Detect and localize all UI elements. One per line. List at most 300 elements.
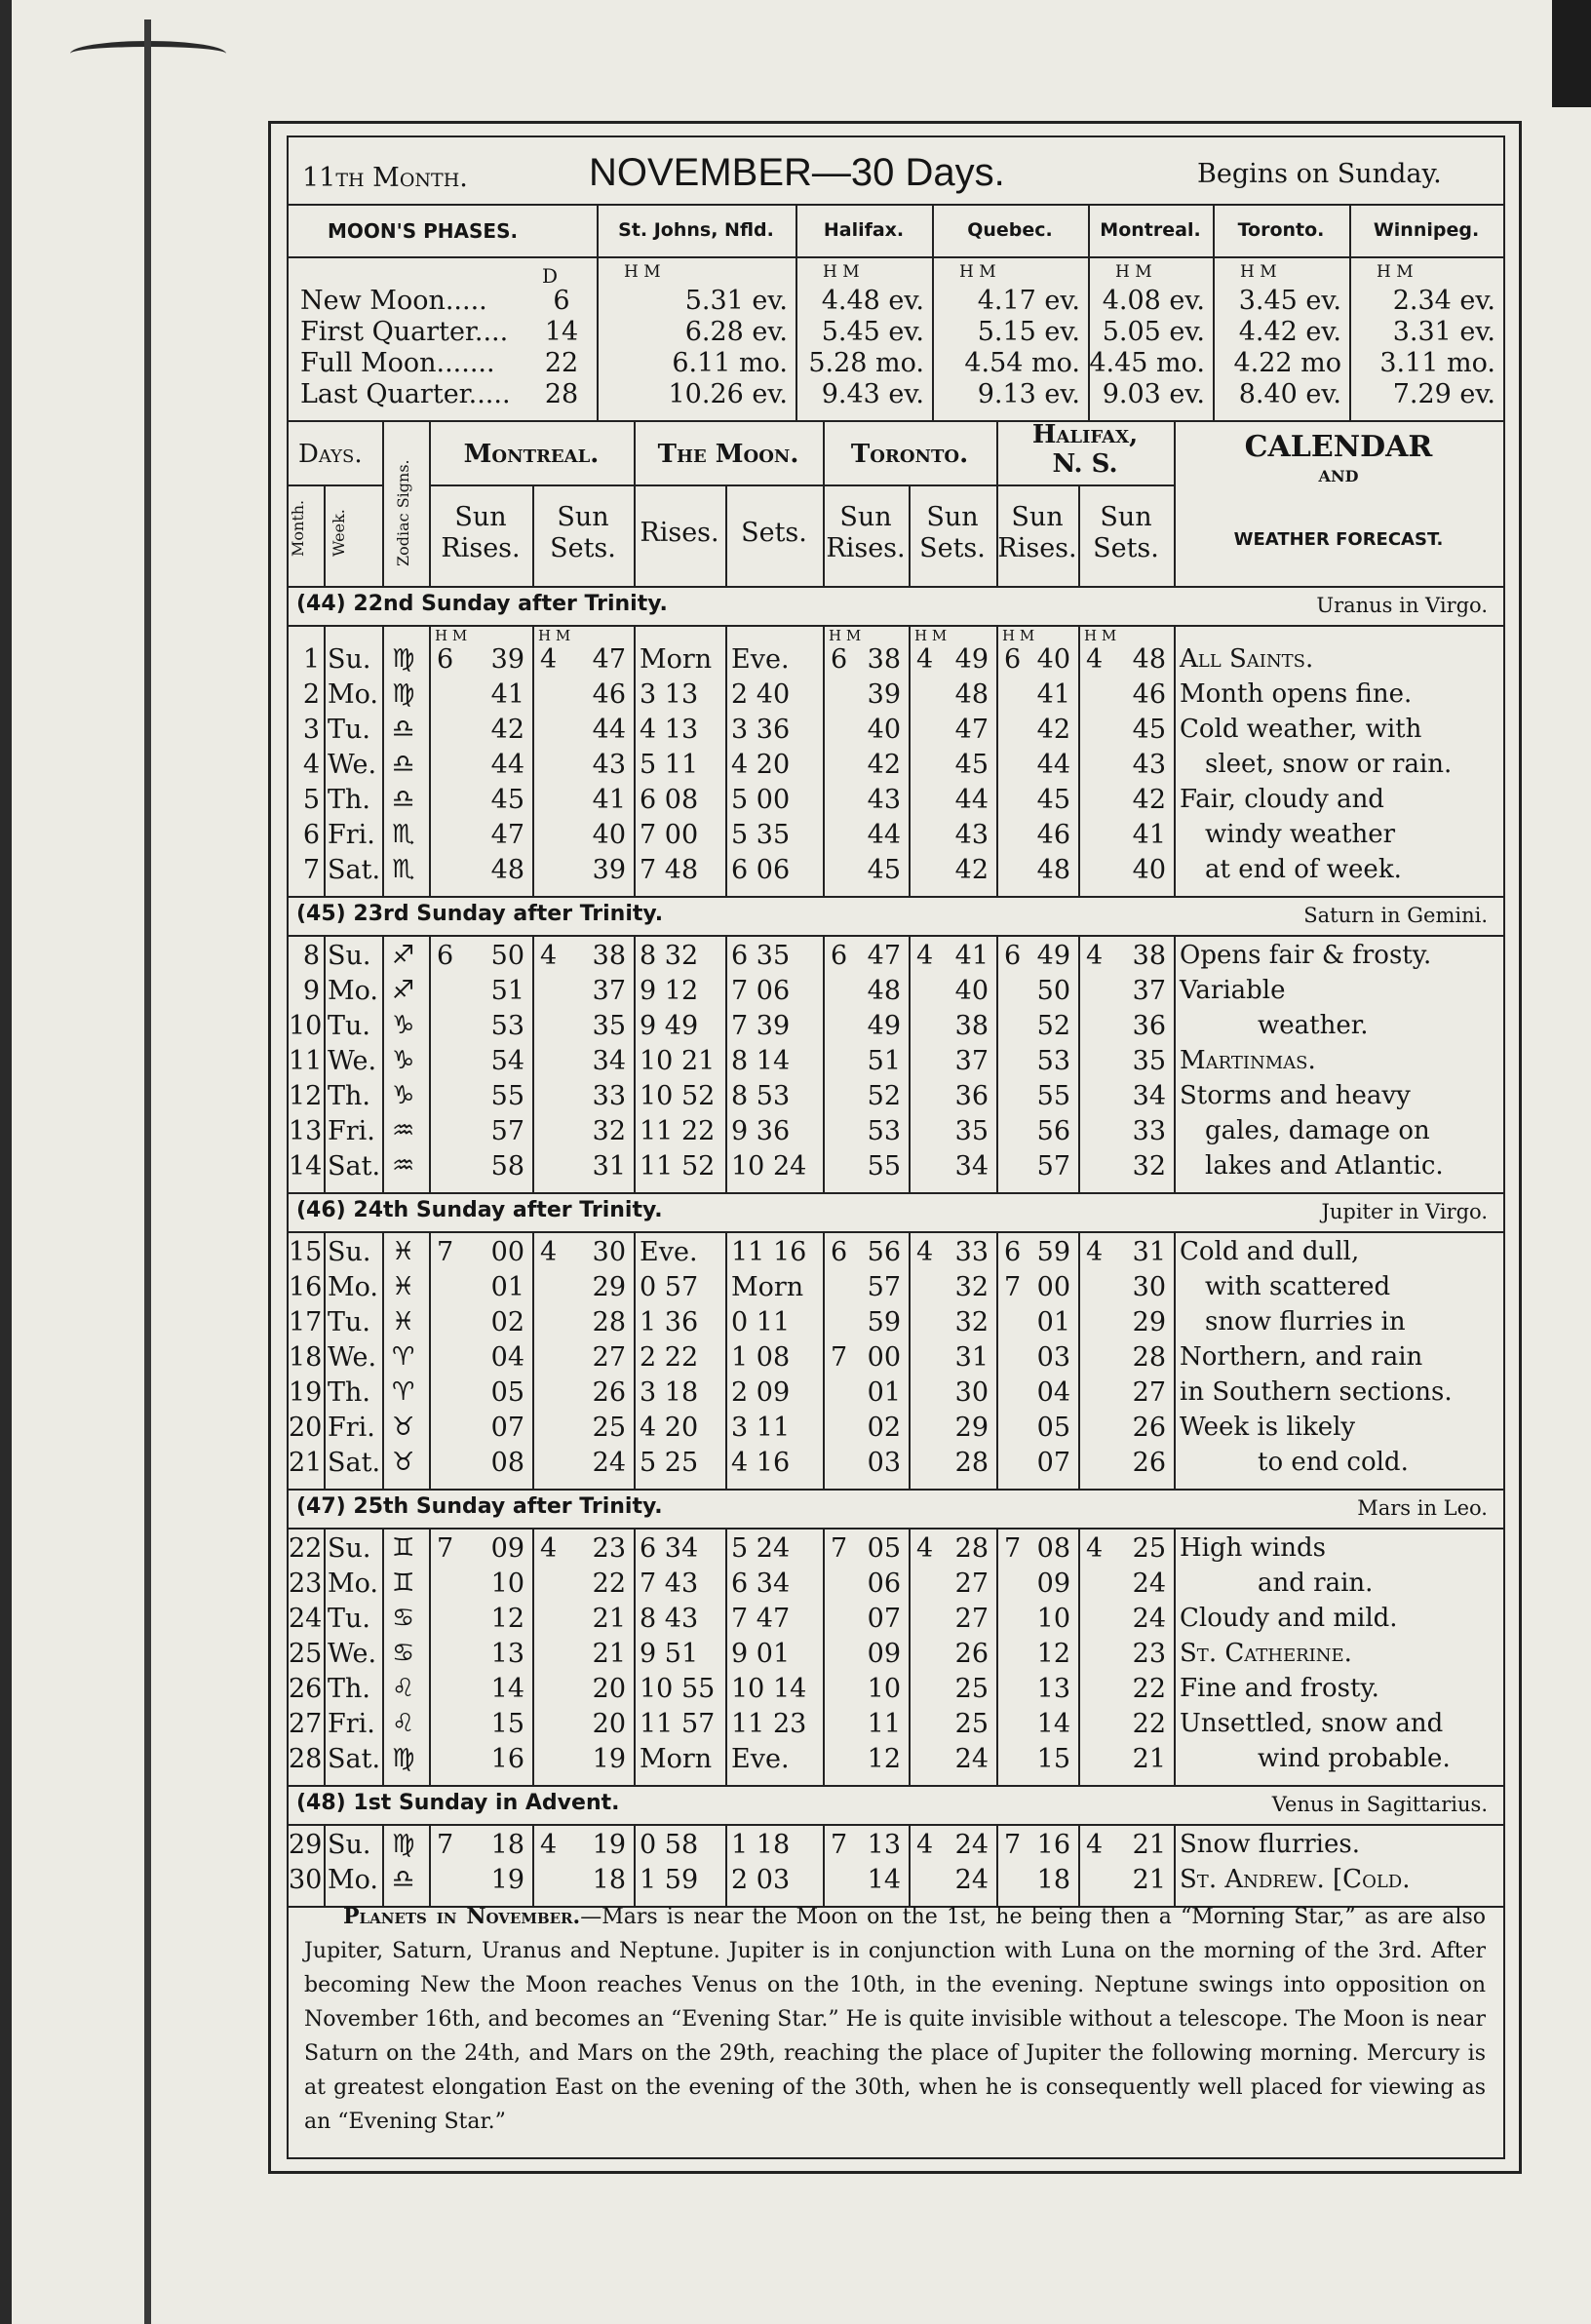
column-rule <box>1174 935 1176 1192</box>
weekday: Su. <box>328 1533 371 1564</box>
montreal-sunset-minute: 30 <box>592 1237 626 1267</box>
montreal-sunrise-hour: 6 <box>437 941 454 971</box>
day-number: 15 <box>289 1237 323 1267</box>
day-number: 5 <box>302 785 320 815</box>
phase-time: 4.48 ev. <box>821 286 924 316</box>
moon-rise: 5 11 <box>640 750 699 780</box>
week-heading: (47) 25th Sunday after Trinity. <box>296 1494 663 1519</box>
montreal-sunrise-minute: 14 <box>490 1674 524 1704</box>
montreal-sunset-minute: 46 <box>592 679 626 710</box>
toronto-sunrise-minute: 48 <box>867 976 901 1006</box>
moon-set: 8 14 <box>731 1046 791 1076</box>
moon-rise: 7 00 <box>640 820 699 850</box>
toronto-sunset-minute: 26 <box>954 1639 989 1669</box>
halifax-sunrise-hour: 7 <box>1004 1272 1022 1302</box>
montreal-sunset-minute: 28 <box>592 1307 626 1337</box>
weather-forecast: St. Andrew. [Cold. <box>1180 1865 1411 1894</box>
moon-set: 11 23 <box>731 1709 807 1739</box>
moon-set: 2 09 <box>731 1377 791 1408</box>
zodiac-sign-icon: ♎ <box>392 715 415 744</box>
hm-label: H M <box>1240 262 1277 282</box>
halifax-sunset-minute: 43 <box>1132 750 1166 780</box>
column-rule <box>429 625 431 896</box>
day-number: 4 <box>302 750 320 780</box>
montreal-sunrise-minute: 07 <box>490 1413 524 1443</box>
zodiac-sign-icon: ♍ <box>392 679 415 709</box>
sun-sets-label: Sets. <box>1093 533 1159 563</box>
moon-set: 7 39 <box>731 1011 791 1041</box>
toronto-sunset-minute: 36 <box>954 1081 989 1111</box>
weather-forecast: windy weather <box>1205 820 1396 849</box>
toronto-sunrise-minute: 47 <box>867 941 901 971</box>
weather-forecast: High winds <box>1180 1533 1326 1563</box>
zodiac-sign-icon: ♋ <box>392 1604 415 1633</box>
moon-set: 8 53 <box>731 1081 791 1111</box>
toronto-sunset-minute: 32 <box>954 1307 989 1337</box>
toronto-sunset-minute: 27 <box>954 1604 989 1634</box>
hm-label: H M <box>1377 262 1414 282</box>
phase-time: 4.54 mo. <box>964 348 1080 378</box>
toronto-sunset-minute: 37 <box>954 1046 989 1076</box>
toronto-sunrise-minute: 13 <box>867 1830 901 1860</box>
phase-name: First Quarter.... <box>300 317 509 347</box>
halifax-sunrise-minute: 13 <box>1036 1674 1070 1704</box>
moon-rise: 6 08 <box>640 785 699 815</box>
montreal-sunset-hour: 4 <box>540 941 558 971</box>
toronto-sunrise-minute: 03 <box>867 1448 901 1478</box>
rule <box>289 586 1503 588</box>
column-rule <box>823 1824 825 1906</box>
page-title: NOVEMBER—30 Days. <box>589 151 1005 194</box>
day-number: 20 <box>289 1413 323 1443</box>
day-number: 1 <box>302 644 320 675</box>
halifax-sunrise-minute: 40 <box>1036 644 1070 675</box>
zodiac-sign-icon: ♒ <box>392 1151 415 1181</box>
hm-label: H M <box>823 262 860 282</box>
halifax-sunset-minute: 29 <box>1132 1307 1166 1337</box>
montreal-sunrise-minute: 10 <box>490 1569 524 1599</box>
toronto-sunrise-minute: 14 <box>867 1865 901 1895</box>
column-rule <box>429 935 431 1192</box>
day-number: 8 <box>302 941 320 971</box>
day-number: 30 <box>289 1865 323 1895</box>
phase-name: Last Quarter..... <box>300 379 511 409</box>
planet-note: Uranus in Virgo. <box>1316 594 1488 617</box>
halifax-sunset-minute: 28 <box>1132 1342 1166 1373</box>
toronto-sunset-hour: 4 <box>916 1237 934 1267</box>
sun-rises-label: Rises. <box>826 533 906 563</box>
phase-name: Full Moon....... <box>300 348 495 378</box>
weekday: Mo. <box>328 1272 379 1302</box>
montreal-sunset-minute: 31 <box>592 1151 626 1181</box>
moon-set: 10 24 <box>731 1151 807 1181</box>
column-rule <box>382 1528 384 1785</box>
hm-label: H M <box>1002 627 1035 644</box>
column-rule <box>823 625 825 896</box>
moon-set: 9 01 <box>731 1639 791 1669</box>
montreal-sunrise-minute: 00 <box>490 1237 524 1267</box>
halifax-sunrise-minute: 16 <box>1036 1830 1070 1860</box>
zodiac-sign-icon: ♓ <box>392 1307 415 1336</box>
forecast-header: WEATHER FORECAST. <box>1233 529 1444 550</box>
weather-forecast: lakes and Atlantic. <box>1205 1151 1444 1181</box>
phase-time: 2.34 ev. <box>1392 286 1495 316</box>
weekday: We. <box>328 1046 377 1076</box>
weather-forecast: Snow flurries. <box>1180 1830 1360 1859</box>
weather-forecast: Storms and heavy <box>1180 1081 1411 1110</box>
day-number: 24 <box>289 1604 323 1634</box>
weekday: Th. <box>328 785 370 815</box>
toronto-sunrise-minute: 44 <box>867 820 901 850</box>
moon-set: 9 36 <box>731 1116 791 1146</box>
montreal-sunset-minute: 44 <box>592 715 626 745</box>
day-number: 23 <box>289 1569 323 1599</box>
halifax-sunset-minute: 34 <box>1132 1081 1166 1111</box>
phase-time: 6.28 ev. <box>684 317 788 347</box>
toronto-sunrise-minute: 40 <box>867 715 901 745</box>
weekday: Sat. <box>328 855 381 885</box>
rule <box>289 625 1503 627</box>
day-number: 7 <box>302 855 320 885</box>
rule <box>289 420 1503 422</box>
halifax-sunset-hour: 4 <box>1086 1533 1104 1564</box>
column-rule <box>382 1231 384 1489</box>
weekday: Su. <box>328 941 371 971</box>
weather-forecast: gales, damage on <box>1205 1116 1430 1145</box>
halifax-sunrise-hour: 7 <box>1004 1533 1022 1564</box>
column-rule <box>324 1231 326 1489</box>
rule <box>996 484 1174 486</box>
halifax-sunrise-minute: 57 <box>1036 1151 1070 1181</box>
halifax-sunrise-minute: 10 <box>1036 1604 1070 1634</box>
phase-day: 6 <box>553 286 570 316</box>
montreal-sunrise-minute: 58 <box>490 1151 524 1181</box>
weekday: We. <box>328 750 377 780</box>
moon-rise: 10 52 <box>640 1081 716 1111</box>
column-rule <box>324 1824 326 1906</box>
phase-time: 9.13 ev. <box>977 379 1080 409</box>
montreal-sunset-hour: 4 <box>540 1237 558 1267</box>
phase-time: 5.15 ev. <box>977 317 1080 347</box>
toronto-sunset-minute: 33 <box>954 1237 989 1267</box>
toronto-sunrise-hour: 7 <box>831 1342 848 1373</box>
halifax-sunrise-minute: 01 <box>1036 1307 1070 1337</box>
montreal-sunrise-minute: 12 <box>490 1604 524 1634</box>
zodiac-sign-icon: ♑ <box>392 1046 415 1075</box>
zodiac-sign-icon: ♏ <box>392 820 415 849</box>
montreal-sunrise-minute: 01 <box>490 1272 524 1302</box>
toronto-sunset-minute: 24 <box>954 1830 989 1860</box>
moon-set: 1 08 <box>731 1342 791 1373</box>
montreal-sunset-minute: 32 <box>592 1116 626 1146</box>
weather-forecast: with scattered <box>1205 1272 1391 1301</box>
montreal-sunset-minute: 23 <box>592 1533 626 1564</box>
sun-rises-label: Rises. <box>441 533 521 563</box>
moon-rise: 8 43 <box>640 1604 699 1634</box>
montreal-sunrise-hour: 7 <box>437 1237 454 1267</box>
sun-sets-label: Sets. <box>919 533 986 563</box>
weekday: Mo. <box>328 1569 379 1599</box>
rule <box>289 1528 1503 1530</box>
montreal-sunset-minute: 21 <box>592 1604 626 1634</box>
halifax-sunrise-minute: 04 <box>1036 1377 1070 1408</box>
moon-rise: 3 18 <box>640 1377 699 1408</box>
montreal-sunrise-minute: 05 <box>490 1377 524 1408</box>
halifax-sunrise-minute: 09 <box>1036 1569 1070 1599</box>
toronto-sunset-minute: 24 <box>954 1744 989 1774</box>
moon-set: 2 40 <box>731 679 791 710</box>
halifax-sunset-minute: 45 <box>1132 715 1166 745</box>
toronto-sunrise-minute: 00 <box>867 1342 901 1373</box>
moon-rise: 5 25 <box>640 1448 699 1478</box>
column-rule <box>429 1231 431 1489</box>
weekday: Fri. <box>328 820 375 850</box>
moon-set: 5 35 <box>731 820 791 850</box>
column-rule <box>823 1528 825 1785</box>
city-header: Toronto. <box>1237 219 1325 241</box>
montreal-sunrise-minute: 39 <box>490 644 524 675</box>
montreal-sunrise-minute: 50 <box>490 941 524 971</box>
halifax-sunrise-minute: 03 <box>1036 1342 1070 1373</box>
toronto-sunset-minute: 24 <box>954 1865 989 1895</box>
day-number: 16 <box>289 1272 323 1302</box>
moon-set: 3 36 <box>731 715 791 745</box>
toronto-sunrise-hour: 6 <box>831 941 848 971</box>
planet-note: Saturn in Gemini. <box>1303 904 1488 927</box>
weekday: Sat. <box>328 1744 381 1774</box>
column-rule <box>382 935 384 1192</box>
day-number: 13 <box>289 1116 323 1146</box>
zodiac-header: Zodiac Signs. <box>394 459 412 566</box>
moon-rise: 6 34 <box>640 1533 699 1564</box>
phase-time: 7.29 ev. <box>1392 379 1495 409</box>
phase-time: 5.05 ev. <box>1102 317 1205 347</box>
phase-time: 3.31 ev. <box>1392 317 1495 347</box>
moon-set: 6 35 <box>731 941 791 971</box>
toronto-sunrise-minute: 57 <box>867 1272 901 1302</box>
day-number: 14 <box>289 1151 323 1181</box>
calendar-header: CALENDAR <box>1244 430 1433 464</box>
moon-rise: 7 48 <box>640 855 699 885</box>
halifax-sunrise-minute: 14 <box>1036 1709 1070 1739</box>
day-number: 3 <box>302 715 320 745</box>
column-rule <box>382 625 384 896</box>
halifax-sunset-minute: 37 <box>1132 976 1166 1006</box>
toronto-sunrise-minute: 09 <box>867 1639 901 1669</box>
day-number: 2 <box>302 679 320 710</box>
zodiac-sign-icon: ♌ <box>392 1709 415 1738</box>
phase-time: 5.45 ev. <box>821 317 924 347</box>
montreal-sunset-minute: 47 <box>592 644 626 675</box>
zodiac-sign-icon: ♒ <box>392 1116 415 1145</box>
sun-sets-label: Sets. <box>550 533 616 563</box>
column-rule <box>996 935 998 1192</box>
halifax-sunrise-minute: 46 <box>1036 820 1070 850</box>
page-corner <box>1552 0 1591 107</box>
sun-label: Sun <box>454 502 507 532</box>
column-rule <box>324 935 326 1192</box>
halifax-sunset-minute: 23 <box>1132 1639 1166 1669</box>
toronto-sunrise-minute: 11 <box>867 1709 901 1739</box>
phase-time: 4.08 ev. <box>1102 286 1205 316</box>
toronto-sunrise-minute: 59 <box>867 1307 901 1337</box>
halifax-sunset-minute: 46 <box>1132 679 1166 710</box>
moon-set: 11 16 <box>731 1237 807 1267</box>
halifax-sunset-hour: 4 <box>1086 941 1104 971</box>
montreal-sunset-hour: 4 <box>540 1830 558 1860</box>
toronto-sunrise-minute: 05 <box>867 1533 901 1564</box>
zodiac-sign-icon: ♊ <box>392 1533 415 1563</box>
halifax-sunset-minute: 24 <box>1132 1604 1166 1634</box>
moon-rise: Morn <box>640 644 713 675</box>
column-rule <box>996 1824 998 1906</box>
rule <box>289 1231 1503 1233</box>
montreal-sunrise-minute: 42 <box>490 715 524 745</box>
montreal-sunset-minute: 34 <box>592 1046 626 1076</box>
halifax-sunset-minute: 33 <box>1132 1116 1166 1146</box>
toronto-sunset-minute: 27 <box>954 1569 989 1599</box>
toronto-sunrise-hour: 6 <box>831 1237 848 1267</box>
toronto-sunset-hour: 4 <box>916 1533 934 1564</box>
and-header: AND <box>1318 467 1359 485</box>
toronto-sunrise-minute: 49 <box>867 1011 901 1041</box>
halifax-sunset-minute: 21 <box>1132 1744 1166 1774</box>
weekday: Mo. <box>328 1865 379 1895</box>
halifax-sunrise-minute: 05 <box>1036 1413 1070 1443</box>
moon-rise: 7 43 <box>640 1569 699 1599</box>
toronto-sunrise-minute: 56 <box>867 1237 901 1267</box>
toronto-sunrise-minute: 07 <box>867 1604 901 1634</box>
montreal-sunrise-hour: 6 <box>437 644 454 675</box>
day-number: 9 <box>302 976 320 1006</box>
column-rule <box>324 484 326 586</box>
planets-heading: Planets in November. <box>343 1904 581 1929</box>
day-number: 11 <box>289 1046 323 1076</box>
halifax-sunset-minute: 27 <box>1132 1377 1166 1408</box>
moon-rise: Morn <box>640 1744 713 1774</box>
halifax-sunrise-minute: 41 <box>1036 679 1070 710</box>
moon-set: 7 06 <box>731 976 791 1006</box>
montreal-sunrise-minute: 04 <box>490 1342 524 1373</box>
day-number: 27 <box>289 1709 323 1739</box>
montreal-sunset-minute: 26 <box>592 1377 626 1408</box>
day-number: 29 <box>289 1830 323 1860</box>
rule <box>634 484 823 486</box>
toronto-sunset-minute: 48 <box>954 679 989 710</box>
planets-paragraph <box>304 1900 1486 2139</box>
city-header: Winnipeg. <box>1373 219 1480 241</box>
zodiac-sign-icon: ♑ <box>392 1011 415 1040</box>
binding-spine <box>144 19 151 2324</box>
toronto-sunset-minute: 40 <box>954 976 989 1006</box>
toronto-sunrise-hour: 6 <box>831 644 848 675</box>
phase-time: 6.11 mo. <box>672 348 788 378</box>
montreal-sunrise-minute: 13 <box>490 1639 524 1669</box>
column-rule <box>909 1528 911 1785</box>
halifax-sunset-minute: 22 <box>1132 1709 1166 1739</box>
planets-text: —Mars is near the Moon on the 1st, he being then a “Morning Star,” as are also Jupiter, Saturn, Uranus and Neptune. Jupiter is in conjunction with Luna on the morning of the 3rd. After becoming New the Moon reaches Venus on the 10th, in the evening. Neptune swings into opposition on November 16th, and becomes an “Evening Star.” He is quite invisible without a telescope. The Moon is near Saturn on the 24th, and Mars on the 29th, reaching the place of Jupiter the following morning. Mercury is at greatest elongation East on the evening of the 30th, when he is consequently well placed for viewing as an “Evening Star.” <box>304 1905 1486 2134</box>
weekday: Mo. <box>328 679 379 710</box>
moon-set: 6 06 <box>731 855 791 885</box>
weather-forecast: Fine and frosty. <box>1180 1674 1379 1703</box>
toronto-sunset-hour: 4 <box>916 941 934 971</box>
montreal-sunset-minute: 19 <box>592 1744 626 1774</box>
halifax-sunset-hour: 4 <box>1086 1237 1104 1267</box>
column-rule <box>634 1528 636 1785</box>
halifax-sunrise-minute: 56 <box>1036 1116 1070 1146</box>
month-header: Month. <box>289 499 307 557</box>
halifax-sunrise-minute: 00 <box>1036 1272 1070 1302</box>
toronto-sunset-minute: 44 <box>954 785 989 815</box>
rule <box>289 204 1503 206</box>
weather-forecast: to end cold. <box>1258 1448 1409 1477</box>
column-rule <box>909 935 911 1192</box>
rule <box>289 1192 1503 1194</box>
zodiac-sign-icon: ♈ <box>392 1377 415 1407</box>
day-number: 28 <box>289 1744 323 1774</box>
column-rule <box>1078 1824 1080 1906</box>
halifax-sunrise-minute: 15 <box>1036 1744 1070 1774</box>
moon-set: 6 34 <box>731 1569 791 1599</box>
toronto-sunrise-minute: 10 <box>867 1674 901 1704</box>
column-rule <box>532 625 534 896</box>
hm-label: H M <box>1115 262 1152 282</box>
toronto-sunset-minute: 43 <box>954 820 989 850</box>
almanac-page <box>287 136 1505 2159</box>
halifax-sunset-minute: 21 <box>1132 1865 1166 1895</box>
month-number: 11th Month. <box>302 163 468 193</box>
toronto-sunset-minute: 38 <box>954 1011 989 1041</box>
moon-set: 0 11 <box>731 1307 791 1337</box>
weather-forecast: sleet, snow or rain. <box>1205 750 1453 779</box>
column-rule <box>909 625 911 896</box>
montreal-sunset-minute: 38 <box>592 941 626 971</box>
column-rule <box>909 1824 911 1906</box>
column-rule <box>634 1231 636 1489</box>
halifax-sunset-minute: 26 <box>1132 1413 1166 1443</box>
city-header: Halifax. <box>823 219 905 241</box>
weather-forecast: in Southern sections. <box>1180 1377 1453 1407</box>
weather-forecast: Cold weather, with <box>1180 715 1422 744</box>
day-number: 19 <box>289 1377 323 1408</box>
halifax-sunset-hour: 4 <box>1086 644 1104 675</box>
column-rule <box>324 625 326 896</box>
planet-note: Jupiter in Virgo. <box>1321 1200 1488 1223</box>
hm-label: H M <box>829 627 862 644</box>
zodiac-sign-icon: ♍ <box>392 644 415 674</box>
weekday: Tu. <box>328 1604 370 1634</box>
moon-rise: 1 36 <box>640 1307 699 1337</box>
montreal-sunrise-minute: 54 <box>490 1046 524 1076</box>
halifax-sunset-minute: 31 <box>1132 1237 1166 1267</box>
weekday: Th. <box>328 1081 370 1111</box>
toronto-sunset-minute: 41 <box>954 941 989 971</box>
halifax-sunset-minute: 25 <box>1132 1533 1166 1564</box>
montreal-sunset-minute: 37 <box>592 976 626 1006</box>
moon-rise: 10 55 <box>640 1674 716 1704</box>
montreal-sunset-minute: 35 <box>592 1011 626 1041</box>
day-number: 25 <box>289 1639 323 1669</box>
weekday: Su. <box>328 1830 371 1860</box>
day-number: 12 <box>289 1081 323 1111</box>
toronto-sunset-minute: 25 <box>954 1709 989 1739</box>
moon-set: 4 20 <box>731 750 791 780</box>
moon-set: 10 14 <box>731 1674 807 1704</box>
halifax-sunset-minute: 35 <box>1132 1046 1166 1076</box>
week-heading: (48) 1st Sunday in Advent. <box>296 1791 620 1815</box>
zodiac-sign-icon: ♋ <box>392 1639 415 1668</box>
column-rule <box>634 935 636 1192</box>
